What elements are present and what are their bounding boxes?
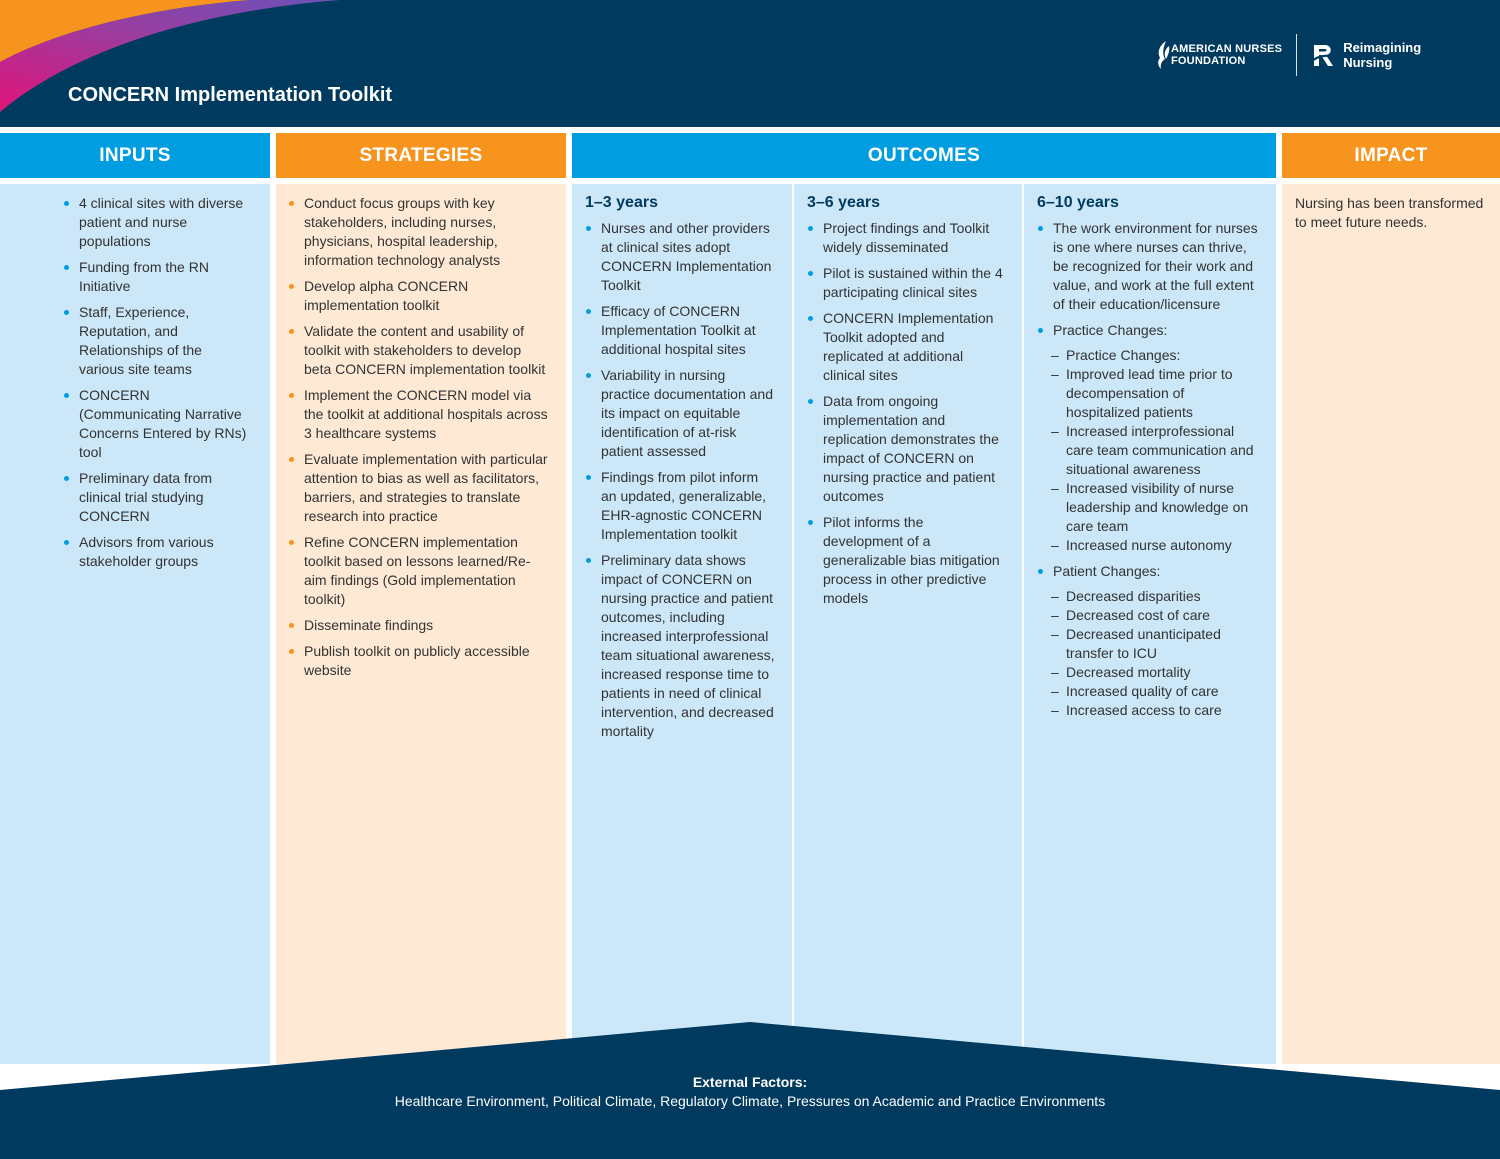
list-item: Findings from pilot inform an updated, generalizable, EHR-agnostic CONCERN Implementation toolkit [585,468,776,544]
external-factors [0,1073,1500,1111]
header-swoosh-graphic [0,0,420,127]
list-item: Efficacy of CONCERN Implementation Toolkit at additional hospital sites [585,302,776,359]
logo-primary-line2: FOUNDATION [1171,55,1246,67]
list-item: – Increased interprofessional care team communication and situational awareness [1051,422,1262,479]
outcomes-1-3-years-list [585,219,776,741]
outcomes-3-6-years-list [807,219,1006,608]
list-item: CONCERN (Communicating Narrative Concerns Entered by RNs) tool [63,386,250,462]
list-item: The work environment for nurses is one where nurses can thrive, be recognized for their work and value, and work at the full extent of their education/licensure [1037,219,1262,314]
list-item: Variability in nursing practice documentation and its impact on equitable identification of at-risk patient assessed [585,366,776,461]
impact-header [1282,133,1500,178]
inputs-header [0,133,270,178]
list-item: Refine CONCERN implementation toolkit based on lessons learned/Re-aim findings (Gold implementation toolkit) [288,533,548,609]
list-item: Nurses and other providers at clinical sites adopt CONCERN Implementation Toolkit [585,219,776,295]
list-item: – Decreased disparities [1051,587,1262,606]
list-item: Funding from the RN Initiative [63,258,250,296]
list-item: Pilot informs the development of a generalizable bias mitigation process in other predictive models [807,513,1006,608]
page-header [0,0,1500,127]
practice-changes-label: Practice Changes: [1053,322,1168,338]
patient-changes-sublist [1051,587,1262,720]
reimagining-nursing-logo [1311,40,1421,70]
list-item: Validate the content and usability of toolkit with stakeholders to develop beta CONCERN implementation toolkit [288,322,548,379]
ana-foundation-logo [1155,40,1282,70]
strategies-header [276,133,566,178]
list-item: – Decreased unanticipated transfer to ICU [1051,625,1262,663]
outcomes-6-10-years-heading: 6–10 years [1037,194,1119,211]
outcomes-6-10-years-column [1024,184,1276,1064]
list-item: Implement the CONCERN model via the toolkit at additional hospitals across 3 healthcare systems [288,386,548,443]
outcomes-1-3-years-column [572,184,792,1064]
rn-mark-icon [1311,41,1337,69]
outcomes-6-10-years-list [1037,219,1262,720]
impact-text: Nursing has been transformed to meet future needs. [1295,195,1484,230]
list-item: Develop alpha CONCERN implementation toolkit [288,277,548,315]
inputs-list [63,194,250,571]
patient-changes-label: Patient Changes: [1053,563,1161,579]
outcomes-title: OUTCOMES [867,144,981,166]
list-item: – Increased access to care [1051,701,1262,720]
outcomes-3-6-years-column [794,184,1022,1064]
impact-column [1282,184,1500,1064]
list-item: Preliminary data shows impact of CONCERN on nursing practice and patient outcomes, including increased interprofessional team situational awareness, increased response time to patients in need of clinical intervention, and decreased mortality [585,551,776,741]
logo-area [1155,34,1421,76]
logo-secondary-line1: Reimagining [1343,40,1422,55]
flame-icon [1155,40,1171,70]
inputs-column [0,184,270,1064]
list-item: Pilot is sustained within the 4 participating clinical sites [807,264,1006,302]
external-factors-title: External Factors: [692,1074,808,1090]
list-item: – Increased nurse autonomy [1051,536,1262,555]
logo-primary-line1: AMERICAN NURSES [1171,43,1283,55]
practice-changes-sublist [1051,346,1262,555]
outcomes-3-6-years-heading: 3–6 years [807,194,880,211]
list-item: – Practice Changes: [1051,346,1262,365]
list-item: – Decreased mortality [1051,663,1262,682]
list-item: Conduct focus groups with key stakeholders, including nurses, physicians, hospital leadership, information technology analysts [288,194,548,270]
list-item: Data from ongoing implementation and replication demonstrates the impact of CONCERN on nursing practice and patient outcomes [807,392,1006,506]
list-item: – Improved lead time prior to decompensation of hospitalized patients [1051,365,1262,422]
list-item: Advisors from various stakeholder groups [63,533,250,571]
list-item: CONCERN Implementation Toolkit adopted and replicated at additional clinical sites [807,309,1006,385]
list-item: – Decreased cost of care [1051,606,1262,625]
external-factors-text: Healthcare Environment, Political Climate, Regulatory Climate, Pressures on Academic and Practice Environments [394,1093,1106,1109]
logo-divider [1296,34,1297,76]
page-title: CONCERN Implementation Toolkit [68,84,393,106]
strategies-column [276,184,566,1064]
practice-changes-item [1037,321,1262,555]
list-item: Publish toolkit on publicly accessible website [288,642,548,680]
outcomes-header [572,133,1276,178]
list-item: 4 clinical sites with diverse patient and nurse populations [63,194,250,251]
list-item: Disseminate findings [288,616,548,635]
list-item: – Increased visibility of nurse leadership and knowledge on care team [1051,479,1262,536]
list-item: Staff, Experience, Reputation, and Relationships of the various site teams [63,303,250,379]
strategies-list [288,194,548,680]
list-item: – Increased quality of care [1051,682,1262,701]
list-item: Project findings and Toolkit widely disseminated [807,219,1006,257]
inputs-title: INPUTS [99,144,171,166]
outcomes-1-3-years-heading: 1–3 years [585,194,658,211]
patient-changes-item [1037,562,1262,720]
strategies-title: STRATEGIES [359,144,483,166]
list-item: Preliminary data from clinical trial studying CONCERN [63,469,250,526]
impact-title: IMPACT [1354,144,1428,166]
logo-secondary-line2: Nursing [1343,55,1393,70]
list-item: Evaluate implementation with particular attention to bias as well as facilitators, barriers, and strategies to translate research into practice [288,450,548,526]
